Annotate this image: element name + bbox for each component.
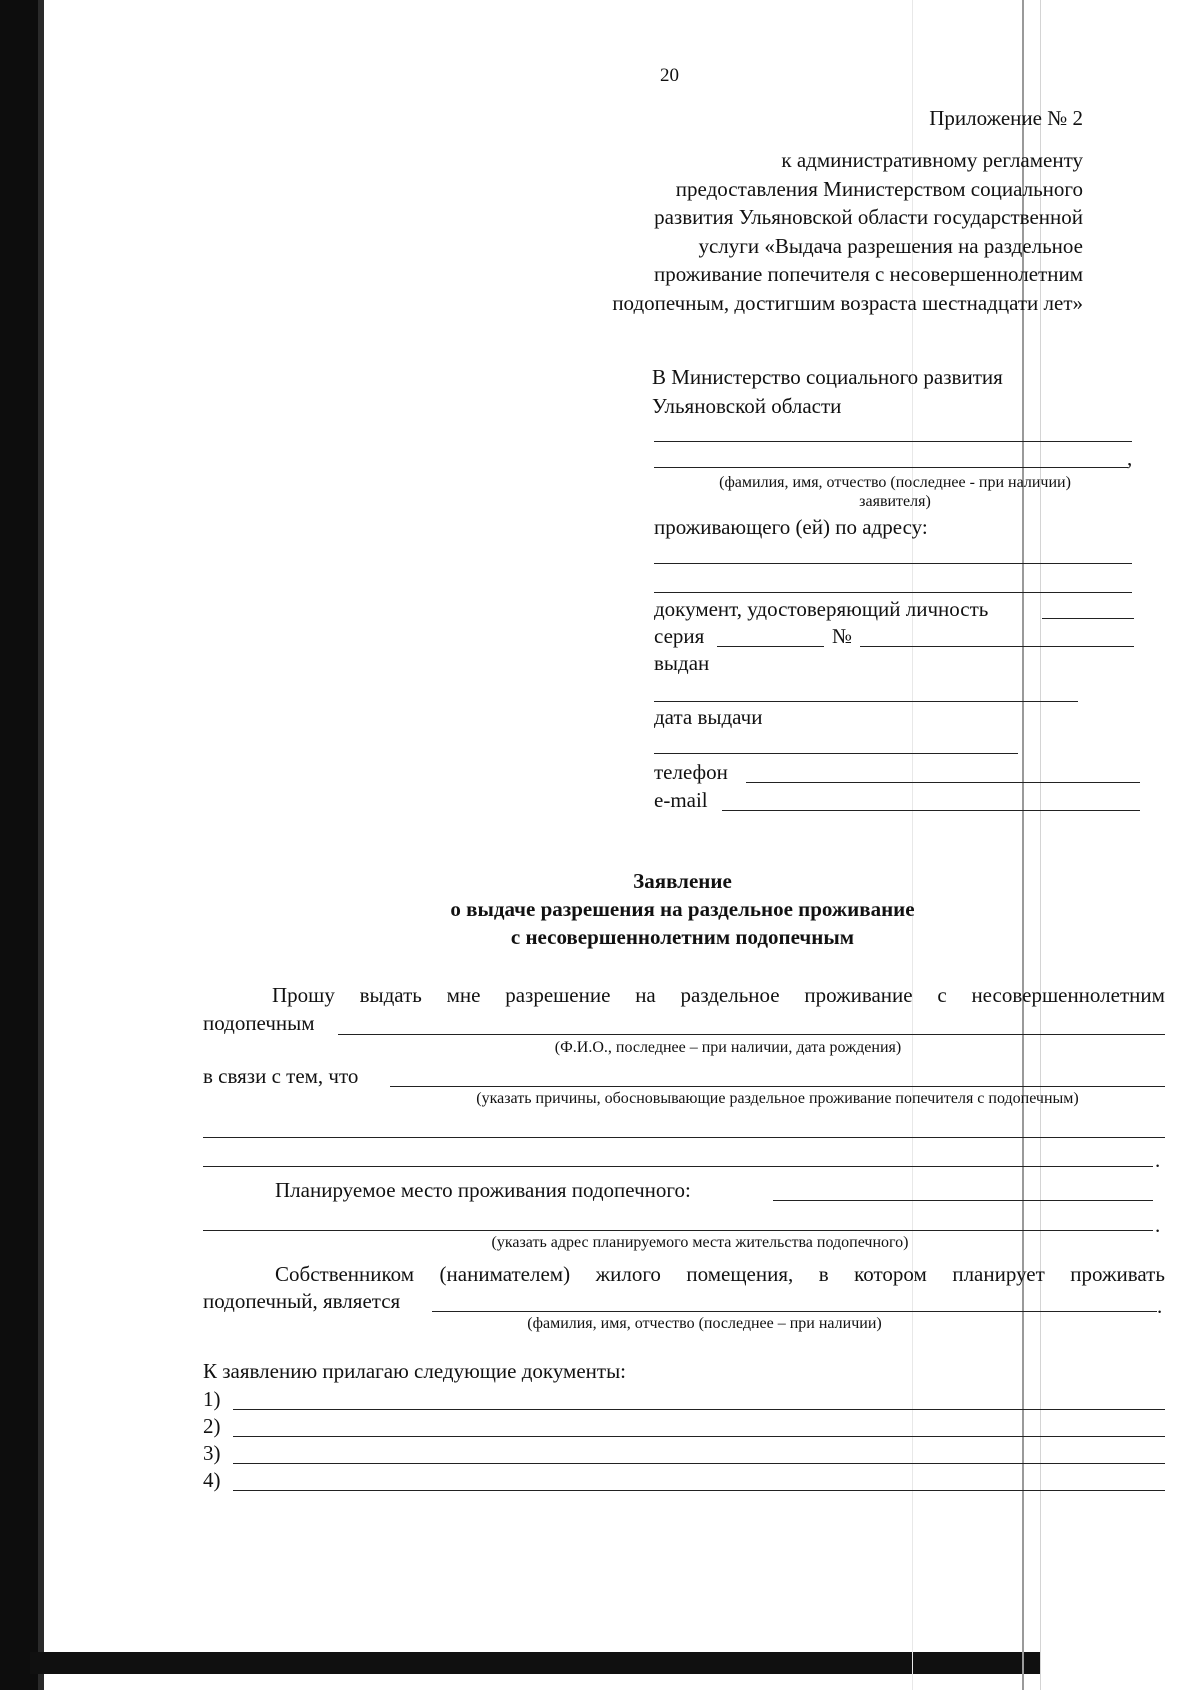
appendix-line: к административному регламенту	[781, 148, 1083, 172]
owner-line: Собственником (нанимателем) жилого помещения, в котором планирует проживать	[275, 1262, 1165, 1286]
place-period: .	[1155, 1213, 1161, 1237]
id-document-field[interactable]	[1042, 618, 1134, 619]
id-document-label: документ, удостоверяющий личность	[654, 597, 989, 621]
appendix-title: Приложение № 2	[929, 106, 1083, 130]
reason-label: в связи с тем, что	[203, 1064, 359, 1088]
owner-caption: (фамилия, имя, отчество (последнее – при наличии)	[527, 1315, 882, 1332]
appendix-line: проживание попечителя с несовершеннолетним	[654, 262, 1083, 286]
request-line: Прошу выдать мне разрешение на раздельное проживание с несовершеннолетним	[272, 983, 1165, 1007]
series-field[interactable]	[717, 646, 824, 647]
page-number: 20	[660, 65, 679, 86]
ward-caption: (Ф.И.О., последнее – при наличии, дата рождения)	[554, 1039, 902, 1056]
phone-field[interactable]	[746, 782, 1140, 783]
appendix-description	[523, 146, 1083, 317]
addressee-block	[652, 363, 1072, 421]
appendix-line: услуги «Выдача разрешения на раздельное	[698, 233, 1083, 258]
series-label: серия	[654, 624, 705, 648]
phone-label: телефон	[654, 760, 728, 784]
address-field-1[interactable]	[654, 563, 1132, 564]
owner-period: .	[1157, 1294, 1163, 1318]
number-label: №	[832, 624, 853, 648]
heading-subtitle: с несовершеннолетним подопечным	[510, 925, 855, 949]
scan-border-bottom	[30, 1652, 1040, 1674]
addressee-line: В Министерство социального развития	[652, 365, 1003, 389]
issued-field[interactable]	[654, 701, 1078, 702]
place-caption: (указать адрес планируемого места жительства подопечного)	[491, 1234, 909, 1251]
ward-field[interactable]	[338, 1034, 1165, 1035]
attachment-number: 4)	[203, 1468, 221, 1492]
attachment-field-3[interactable]	[233, 1463, 1165, 1464]
heading-subtitle: о выдаче разрешения на раздельное проживание	[450, 897, 915, 921]
issue-date-field[interactable]	[654, 753, 1018, 754]
heading-title: Заявление	[633, 869, 732, 893]
reason-field-3[interactable]	[203, 1166, 1153, 1167]
appendix-line: подопечным, достигшим возраста шестнадцати лет»	[612, 290, 1083, 315]
reason-field-2[interactable]	[203, 1137, 1165, 1138]
applicant-name-field-2[interactable]	[654, 467, 1128, 468]
appendix-line: предоставления Министерством социального	[675, 176, 1083, 201]
attachment-number: 3)	[203, 1441, 221, 1465]
issued-label: выдан	[654, 651, 710, 675]
appendix-line: развития Ульяновской области государственной	[654, 205, 1083, 229]
reason-caption: (указать причины, обосновывающие раздельное проживание попечителя с подопечным)	[476, 1090, 1079, 1107]
attachment-field-1[interactable]	[233, 1409, 1165, 1410]
reason-period: .	[1155, 1148, 1161, 1172]
number-field[interactable]	[860, 646, 1134, 647]
ward-label: подопечным	[203, 1011, 315, 1035]
email-field[interactable]	[722, 810, 1140, 811]
place-label: Планируемое место проживания подопечного:	[275, 1178, 691, 1202]
place-field-2[interactable]	[203, 1230, 1153, 1231]
owner-label: подопечный, является	[203, 1289, 401, 1313]
residing-label: проживающего (ей) по адресу:	[654, 515, 928, 539]
scan-border-left-shadow	[38, 0, 44, 1690]
email-label: e-mail	[654, 788, 708, 812]
document-heading	[200, 867, 1165, 951]
attachments-label: К заявлению прилагаю следующие документы:	[203, 1359, 627, 1383]
attachment-field-4[interactable]	[233, 1490, 1165, 1491]
reason-field-1[interactable]	[390, 1086, 1165, 1087]
attachment-number: 2)	[203, 1414, 221, 1438]
place-field-1[interactable]	[773, 1200, 1153, 1201]
owner-field[interactable]	[432, 1311, 1157, 1312]
applicant-name-field-1[interactable]	[654, 441, 1132, 442]
attachment-number: 1)	[203, 1387, 221, 1411]
applicant-comma: ,	[1127, 446, 1133, 470]
attachment-field-2[interactable]	[233, 1436, 1165, 1437]
applicant-caption: (фамилия, имя, отчество (последнее - при наличии) заявителя)	[719, 474, 1071, 510]
addressee-line: Ульяновской области	[652, 394, 842, 418]
address-field-2[interactable]	[654, 592, 1132, 593]
scan-border-left	[0, 0, 38, 1690]
issue-date-label: дата выдачи	[654, 705, 763, 729]
